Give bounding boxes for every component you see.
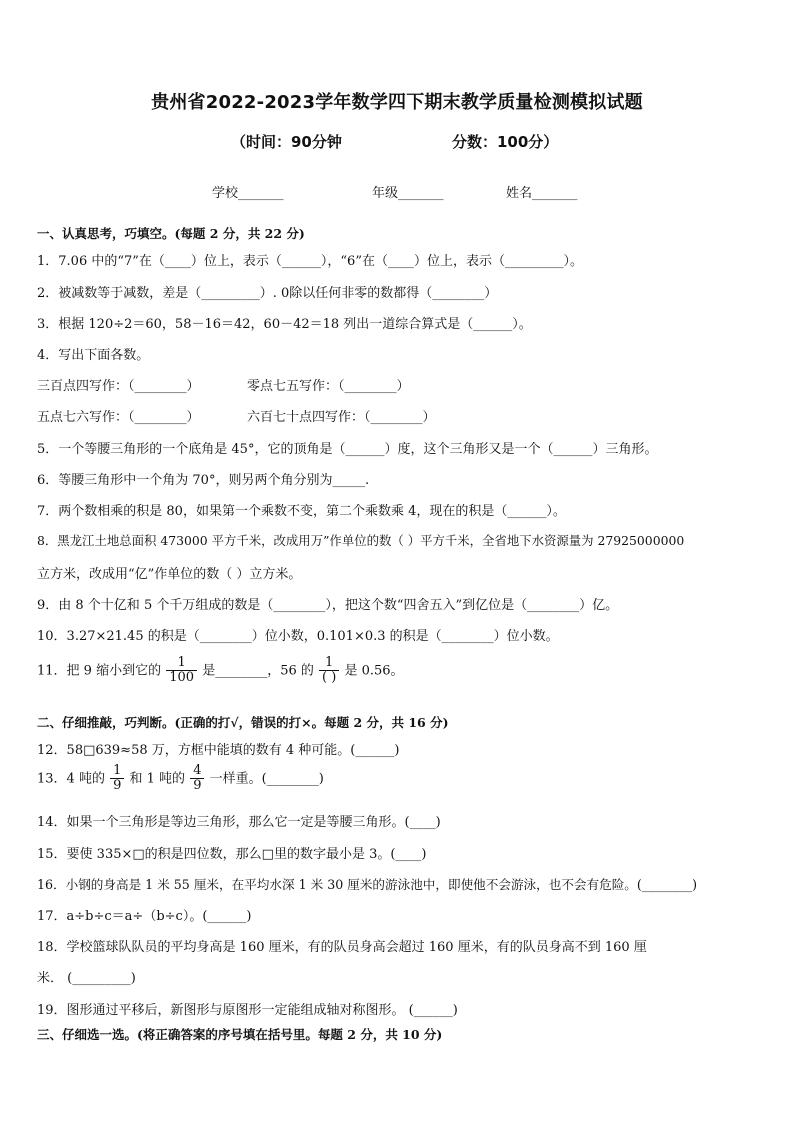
q11-fraction-2: $\frac{1}{( )}$: [319, 656, 339, 686]
question-4d: 六百七十点四写作：（________）: [247, 410, 436, 425]
q13-fraction-1: $\frac{1}{9}$: [110, 764, 124, 794]
q11-text-mid: 是________，56 的: [202, 663, 314, 679]
question-8-line-2: 立方米，改成用“亿”作单位的数（ ）立方米。: [37, 567, 302, 582]
question-4b: 零点七五写作：（________）: [247, 379, 410, 394]
question-4: 4．写出下面各数。: [37, 348, 150, 363]
question-12: 12．58□639≈58 万，方框中能填的数有 4 种可能。(______): [37, 743, 400, 758]
grade-field: 年级_______: [372, 186, 444, 201]
section-3-heading: 三、仔细选一选。(将正确答案的序号填在括号里。每题 2 分，共 10 分): [37, 1027, 443, 1042]
exam-score: 分数：100分）: [452, 133, 559, 151]
question-14: 14．如果一个三角形是等边三角形，那么它一定是等腰三角形。(____): [37, 815, 441, 830]
question-10: 10．3.27×21.45 的积是（________）位小数，0.101×0.3 的积是（________）位小数。: [37, 629, 559, 644]
question-9: 9．由 8 个十亿和 5 个千万组成的数是（________），把这个数“四舍五入”到亿位是（________）亿。: [37, 598, 619, 613]
q11-text-post: 是 0.56。: [344, 663, 404, 679]
page-title: 贵州省2022-2023学年数学四下期末教学质量检测模拟试题: [151, 92, 643, 113]
question-19: 19．图形通过平移后，新图形与原图形一定能组成轴对称图形。 (______): [37, 1003, 458, 1018]
question-18-line-2: 米． (_________): [37, 971, 136, 986]
question-11: [37, 656, 404, 686]
section-1-heading: 一、认真思考，巧填空。(每题 2 分，共 22 分): [37, 226, 305, 241]
question-7: 7．两个数相乘的积是 80，如果第一个乘数不变，第二个乘数乘 4，现在的积是（______）。: [37, 504, 566, 519]
section-2-heading: 二、仔细推敲，巧判断。(正确的打√，错误的打×。每题 2 分，共 16 分): [37, 715, 449, 730]
q11-text-pre: 11．把 9 缩小到它的: [37, 663, 162, 679]
question-8-line-1: 8．黑龙江土地总面积 473000 平方千米，改成用万”作单位的数（ ）平方千米，全省地下水资源量为 27925000000: [37, 533, 685, 548]
question-5: 5．一个等腰三角形的一个底角是 45°，它的顶角是（______）度，这个三角形又是一个（______）三角形。: [37, 442, 658, 457]
question-18-line-1: 18．学校篮球队队员的平均身高是 160 厘米，有的队员身高会超过 160 厘米，有的队员身高不到 160 厘: [37, 940, 647, 955]
q11-fraction-1: $\frac{1}{100}$: [166, 656, 197, 686]
question-2: 2．被减数等于减数，差是（_________）. 0除以任何非零的数都得（________）: [37, 286, 498, 301]
question-1: 1．7.06 中的“7”在（____）位上，表示（______），“6”在（____）位上，表示（_________）。: [37, 254, 583, 269]
exam-time: （时间：90分钟: [231, 133, 342, 151]
question-15: 15．要使 335×□的积是四位数，那么□里的数字最小是 3。(____): [37, 847, 427, 862]
question-4a: 三百点四写作：（________）: [37, 379, 200, 394]
q13-text-mid: 和 1 吨的: [129, 771, 186, 787]
question-16: 16．小钢的身高是 1 米 55 厘米，在平均水深 1 米 30 厘米的游泳池中，即使他不会游泳，也不会有危险。(________): [37, 877, 698, 892]
q13-text-pre: 13．4 吨的: [37, 771, 105, 787]
question-4c: 五点七六写作：（________）: [37, 410, 200, 425]
question-6: 6．等腰三角形中一个角为 70°，则另两个角分别为_____.: [37, 473, 370, 488]
name-field: 姓名_______: [506, 186, 578, 201]
q13-fraction-2: $\frac{4}{9}$: [190, 764, 204, 794]
school-field: 学校_______: [212, 186, 284, 201]
question-17: 17．a÷b÷c＝a÷（b÷c）。(______): [37, 909, 252, 924]
question-13: [37, 764, 324, 794]
q13-text-post: 一样重。(________): [209, 771, 324, 787]
question-3: 3．根据 120÷2＝60，58－16＝42，60－42＝18 列出一道综合算式是（______）。: [37, 317, 532, 332]
